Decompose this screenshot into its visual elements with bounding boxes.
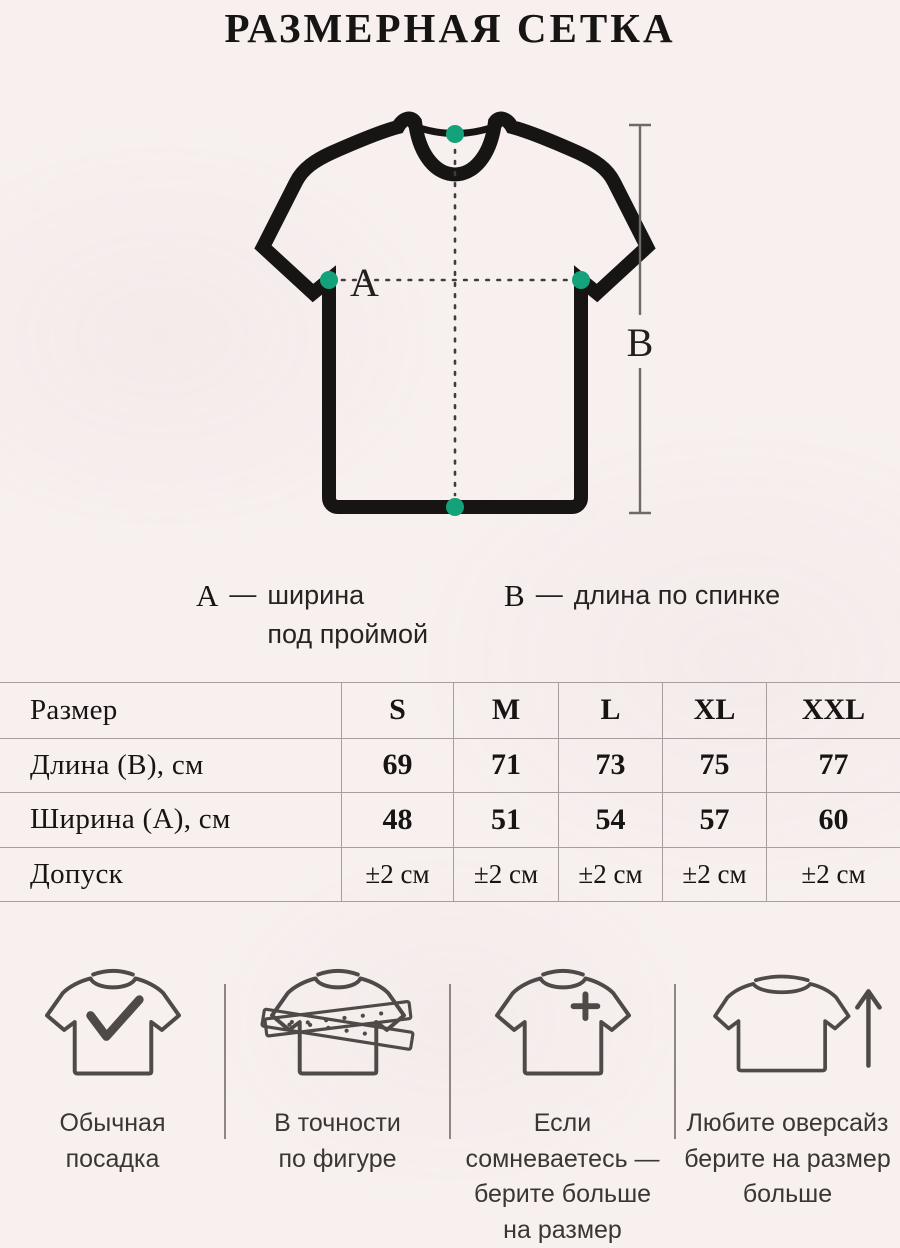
length-xxl: 77 <box>766 738 900 793</box>
table-header-xl: XL <box>662 683 766 738</box>
length-s: 69 <box>341 738 453 793</box>
fit-caption-oversize: Любите оверсайз берите на размер больше <box>684 1109 891 1208</box>
table-header-s: S <box>341 683 453 738</box>
tshirt-arrow-icon <box>689 960 887 1092</box>
fit-section-regular <box>0 950 225 1248</box>
tshirt-plus-icon <box>477 960 649 1092</box>
size-table <box>0 682 900 902</box>
legend-b-text: длина по спинке <box>573 580 781 610</box>
tolerance-l: ±2 см <box>558 847 662 902</box>
fit-caption-exact: В точности по фигуре <box>274 1109 401 1173</box>
fit-caption-size-up: Если сомневаетесь — берите больше на размер <box>465 1109 660 1244</box>
row-width-label: Ширина (А), см <box>0 792 341 847</box>
left-underarm-dot <box>320 271 338 289</box>
guide-divider-1 <box>224 984 226 1139</box>
tshirt-tape-icon <box>252 960 424 1092</box>
length-l: 73 <box>558 738 662 793</box>
legend-width <box>196 576 428 654</box>
tolerance-xxl: ±2 см <box>766 847 900 902</box>
legend-length <box>504 576 780 615</box>
legend-b-letter: В <box>504 578 525 613</box>
row-tolerance-label: Допуск <box>0 847 341 902</box>
tolerance-xl: ±2 см <box>662 847 766 902</box>
legend-a-dash: — <box>229 579 257 609</box>
fit-caption-regular: Обычная посадка <box>59 1109 166 1173</box>
guide-divider-2 <box>449 984 451 1139</box>
neck-point-dot <box>446 125 464 143</box>
row-length-label: Длина (В), см <box>0 738 341 793</box>
width-l: 54 <box>558 792 662 847</box>
legend-a-letter: А <box>196 578 219 613</box>
width-label-a: A <box>350 260 379 305</box>
table-header-l: L <box>558 683 662 738</box>
hem-point-dot <box>446 498 464 516</box>
tshirt-check-icon <box>27 960 199 1092</box>
page-title: РАЗМЕРНАЯ СЕТКА <box>224 5 676 51</box>
tshirt-measurement-diagram <box>210 95 680 540</box>
width-xxl: 60 <box>766 792 900 847</box>
table-header-m: M <box>453 683 558 738</box>
fit-section-exact <box>225 950 450 1248</box>
fit-section-oversize <box>675 950 900 1248</box>
legend-a-text: ширина под проймой <box>267 580 429 650</box>
width-m: 51 <box>453 792 558 847</box>
length-m: 71 <box>453 738 558 793</box>
guide-divider-3 <box>674 984 676 1139</box>
length-dimension-line <box>629 125 651 513</box>
table-header-size: Размер <box>30 693 118 726</box>
table-header-xxl: XXL <box>766 683 900 738</box>
fit-section-size-up <box>450 950 675 1248</box>
right-underarm-dot <box>572 271 590 289</box>
tolerance-m: ±2 см <box>453 847 558 902</box>
length-xl: 75 <box>662 738 766 793</box>
tolerance-s: ±2 см <box>341 847 453 902</box>
width-s: 48 <box>341 792 453 847</box>
length-label-b: B <box>626 320 654 365</box>
legend-b-dash: — <box>535 579 563 609</box>
width-xl: 57 <box>662 792 766 847</box>
